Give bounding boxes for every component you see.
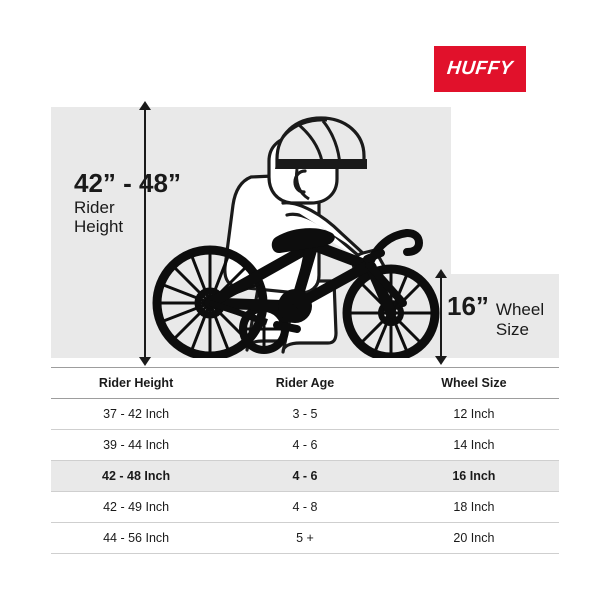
- sizing-table-wrapper: [51, 367, 559, 554]
- cell-rider-height: 44 - 56 Inch: [51, 523, 221, 554]
- rider-height-value: 42” - 48”: [74, 168, 181, 198]
- table-header-row: [51, 368, 559, 399]
- illustration-panel: [51, 107, 559, 358]
- wheel-size-label-line1: Wheel: [495, 300, 545, 319]
- table-row: [51, 523, 559, 554]
- cell-rider-age: 3 - 5: [221, 399, 389, 430]
- cell-rider-height: 42 - 48 Inch: [51, 461, 221, 492]
- wheel-size-arrow: [440, 277, 442, 357]
- cell-wheel-size: 16 Inch: [389, 461, 559, 492]
- column-header-wheel-size: Wheel Size: [389, 368, 559, 399]
- rider-height-callout: [74, 169, 212, 237]
- huffy-logo-text: HUFFY: [446, 58, 515, 79]
- wheel-size-label-line2: Size: [495, 319, 529, 339]
- cell-rider-age: 4 - 6: [221, 430, 389, 461]
- huffy-logo: [434, 46, 526, 92]
- cell-wheel-size: 12 Inch: [389, 399, 559, 430]
- table-row: [51, 399, 559, 430]
- wheel-size-callout: [447, 293, 558, 339]
- cell-rider-height: 39 - 44 Inch: [51, 430, 221, 461]
- column-header-rider-height: Rider Height: [51, 368, 221, 399]
- cell-rider-age: 5 +: [221, 523, 389, 554]
- cell-rider-age: 4 - 6: [221, 461, 389, 492]
- rider-height-label-line2: Height: [74, 217, 124, 237]
- cell-wheel-size: 20 Inch: [389, 523, 559, 554]
- table-row: [51, 430, 559, 461]
- cell-rider-age: 4 - 8: [221, 492, 389, 523]
- table-row-highlighted: [51, 461, 559, 492]
- wheel-size-label: [496, 300, 558, 339]
- cell-wheel-size: 14 Inch: [389, 430, 559, 461]
- cell-rider-height: 37 - 42 Inch: [51, 399, 221, 430]
- rider-height-label-line1: Rider: [74, 197, 115, 217]
- cell-wheel-size: 18 Inch: [389, 492, 559, 523]
- cell-rider-height: 42 - 49 Inch: [51, 492, 221, 523]
- sizing-table: [51, 367, 559, 554]
- table-row: [51, 492, 559, 523]
- wheel-size-value: 16”: [447, 291, 489, 321]
- column-header-rider-age: Rider Age: [221, 368, 389, 399]
